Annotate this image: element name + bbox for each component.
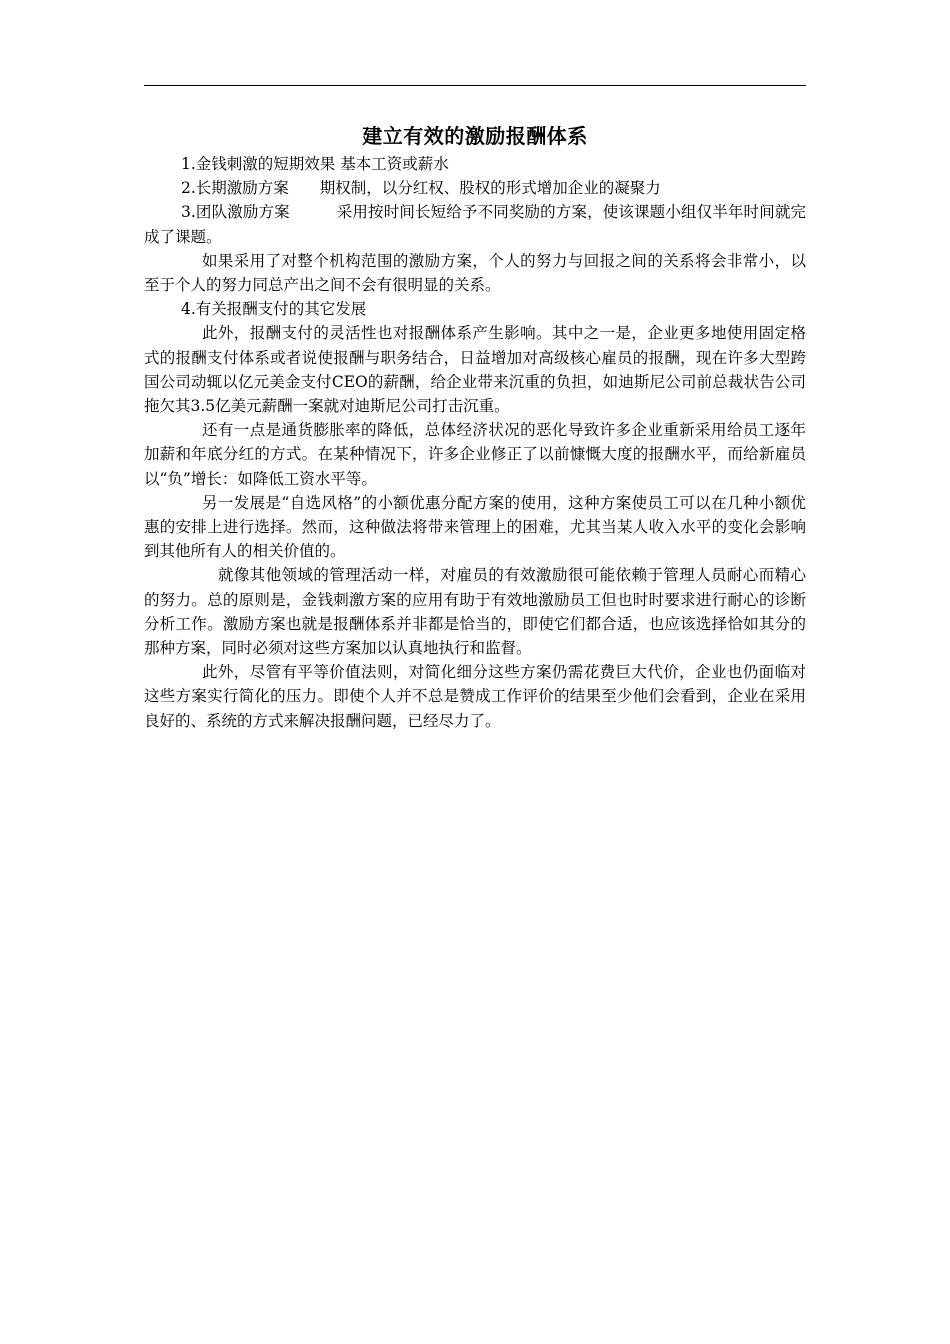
paragraph-8: 另一发展是“自选风格”的小额优惠分配方案的使用，这种方案使员工可以在几种小额优惠的安排上进行选择。然而，这种做法将带来管理上的困难，尤其当某人收入水平的变化会影响到其他所有人的相关价值的。 (144, 493, 806, 561)
document-title: 建立有效的激励报酬体系 (362, 124, 588, 148)
paragraph-1: 1.金钱刺激的短期效果 基本工资或薪水 (181, 155, 449, 173)
paragraph-5: 4.有关报酬支付的其它发展 (181, 300, 367, 319)
header-rule (144, 85, 806, 86)
paragraph-4: 如果采用了对整个机构范围的激励方案，个人的努力与回报之间的关系将会非常小，以至于个人的努力同总产出之间不会有很明显的关系。 (144, 251, 806, 295)
paragraph-2: 2.长期激励方案 期权制，以分红权、股权的形式增加企业的凝聚力 (181, 179, 661, 198)
paragraph-9: 就像其他领域的管理活动一样，对雇员的有效激励很可能依赖于管理人员耐心而精心的努力。总的原则是，金钱刺激方案的应用有助于有效地激励员工但也时时要求进行耐心的诊断分析工作。激励方案也就是报酬体系并非都是恰当的，即使它们都合适，也应该选择恰如其分的那种方案，同时必须对这些方案加以认真地执行和监督。 (144, 566, 806, 658)
paragraph-6: 此外，报酬支付的灵活性也对报酬体系产生影响。其中之一是，企业更多地使用固定格式的报酬支付体系或者说使报酬与职务结合，日益增加对高级核心雇员的报酬，现在许多大型跨国公司动辄以亿元美金支付CEO的薪酬，给企业带来沉重的负担，如迪斯尼公司前总裁状告公司拖欠其3.5亿美元薪酬一案就对迪斯尼公司打击沉重。 (144, 324, 806, 416)
paragraph-10: 此外，尽管有平等价值法则，对简化细分这些方案仍需花费巨大代价，企业也仍面临对这些方案实行简化的压力。即使个人并不总是赞成工作评价的结果至少他们会看到，企业在采用良好的、系统的方式来解决报酬问题，已经尽力了。 (144, 663, 806, 730)
document-body (144, 120, 806, 733)
paragraph-7: 还有一点是通货膨胀率的降低，总体经济状况的恶化导致许多企业重新采用给员工逐年加薪和年底分红的方式。在某种情况下，许多企业修正了以前慷慨大度的报酬水平，而给新雇员以“负”增长：如降低工资水平等。 (144, 421, 806, 488)
paragraph-3: 3.团队激励方案 采用按时间长短给予不同奖励的方案，使该课题小组仅半年时间就完成了课题。 (144, 203, 806, 246)
